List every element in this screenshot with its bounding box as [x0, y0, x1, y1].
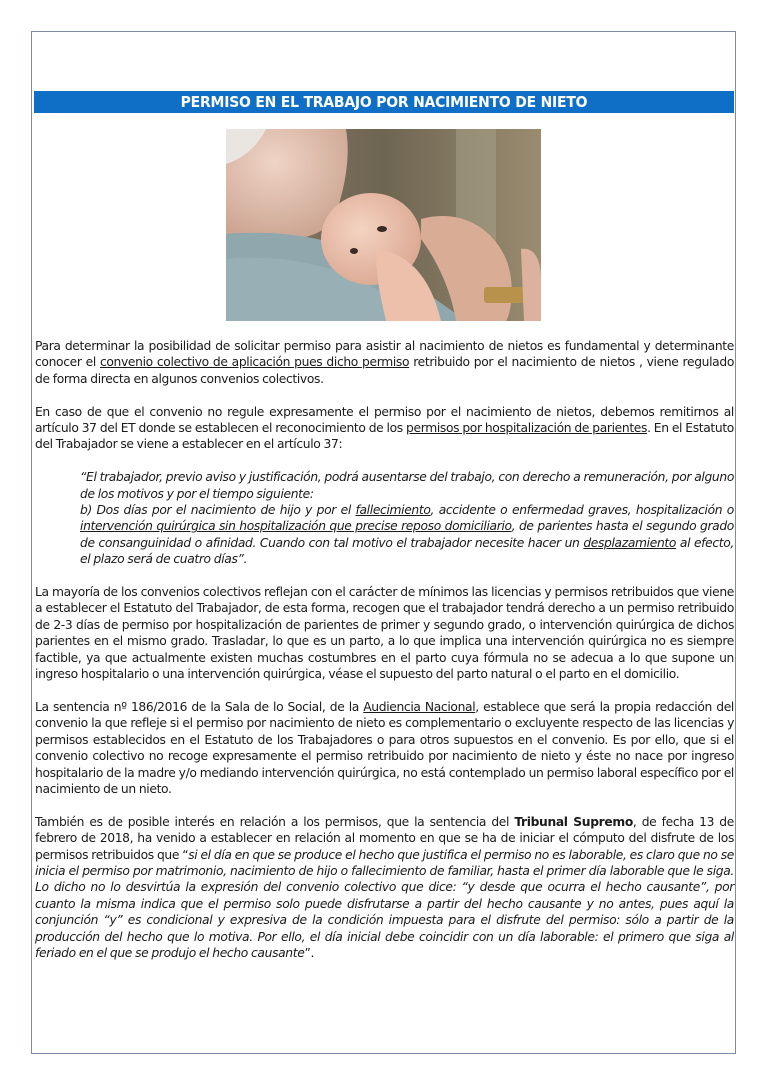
paragraph-text: , establece que será la propia redacción del convenio la que refleje si el permiso por nacimiento de nieto es complementario o excluyente respecto de las licencias y permisos establecidos en el Estatuto de los Trabajadores o para otros supuestos en el convenio. Es por ello, que si el convenio colectivo no recoge expresamente el permiso retribuido por nacimiento de nieto y éste no nace por ingreso hospitalario de la madre y/o mediando intervención quirúrgica, no está contemplado un permiso laboral específico por el nacimiento de un nieto.: [35, 699, 735, 796]
article-body: [35, 338, 734, 978]
paragraph-text: La sentencia nº 186/2016 de la Sala de lo Social, de la: [35, 699, 364, 714]
paragraph-4: [35, 699, 734, 797]
link-convenio-colectivo[interactable]: convenio colectivo de aplicación pues dicho permiso: [99, 355, 410, 370]
paragraph-text: . En el Estatuto del Trabajador se viene a establecer en el artículo 37:: [35, 421, 734, 452]
paragraph-text: También es de posible interés en relación a los permisos, que la sentencia del: [35, 814, 515, 829]
link-permisos-hospitalizacion[interactable]: permisos por hospitalización de parientes: [406, 421, 648, 436]
quote-text: al efecto, el plazo será de cuatro días”.: [80, 535, 734, 567]
quote-text: , accidente o enfermedad graves, hospitalización o: [430, 503, 734, 518]
grandfather-baby-photo: [226, 129, 541, 321]
paragraph-text: En caso de que el convenio no regule expresamente el permiso por el nacimiento de nietos, debemos remitirnos al artículo 37 del ET donde se establecen el reconocimiento de los: [35, 404, 734, 436]
link-intervencion-quirurgica[interactable]: intervención quirúrgica sin hospitalización que precise reposo domiciliario: [80, 519, 512, 534]
quote-article-37: [80, 469, 734, 567]
tribunal-supremo-bold: Tribunal Supremo: [514, 814, 633, 829]
quote-text: “El trabajador, previo aviso y justificación, podrá ausentarse del trabajo, con derecho a remuneración, por alguno de los motivos y por el tiempo siguiente:: [80, 470, 734, 501]
paragraph-1: [35, 338, 734, 387]
page-title: PERMISO EN EL TRABAJO POR NACIMIENTO DE NIETO: [34, 91, 734, 113]
paragraph-text: Para determinar la posibilidad de solicitar permiso para asistir al nacimiento de nietos es fundamental y determinante conocer el: [35, 339, 734, 370]
paragraph-text: ”.: [304, 945, 315, 960]
paragraph-2: [35, 404, 734, 453]
paragraph-3: La mayoría de los convenios colectivos reflejan con el carácter de mínimos las licencias y permisos retribuidos que viene a establecer el Estatuto del Trabajador, de esta forma, recogen que el trabajador tendrá derecho a un permiso retribuido de 2-3 días de permiso por hospitalización de parientes de primer y segundo grado, o intervención quirúrgica de dichos parientes en el mismo grado. Trasladar, lo que es un parto, a lo que implica una intervención quirúrgica no es siempre factible, ya que actualmente existen muchas costumbres en el parto cuya fórmula no se adecua a lo que supone un ingreso hospitalario o una intervención quirúrgica, véase el supuesto del parto natural o el parto en el domicilio.: [35, 585, 734, 682]
link-fallecimiento[interactable]: fallecimiento: [355, 503, 431, 518]
quote-text: b) Dos días por el nacimiento de hijo y por el: [80, 503, 356, 518]
link-audiencia-nacional[interactable]: Audiencia Nacional: [363, 699, 476, 714]
paragraph-5: [35, 814, 734, 962]
quote-sentencia: si el día en que se produce el hecho que justifica el permiso no es laborable, es claro que no se inicia el permiso por matrimonio, nacimiento de hijo o fallecimiento de familiar, hasta el primer día laborable que le siga. Lo dicho no lo desvirtúa la expresión del convenio colectivo que dice: “y desde que ocurra el hecho causante”, por cuanto la misma indica que el permiso solo puede disfrutarse a partir del hecho causante y no antes, pues aquí la conjunción “y” es condicional y expresiva de la condición impuesta para el disfrute del permiso: sólo a partir de la producción del hecho que lo motiva. Por ello, el día inicial debe coincidir con un día laborable: el primero que siga al feriado en el que se produjo el hecho causante: [35, 847, 734, 960]
paragraph-text: , de fecha 13 de febrero de 2018, ha venido a establecer en relación al momento en que se ha de iniciar el cómputo del disfrute de los permisos retribuidos que “: [35, 814, 734, 862]
quote-text: , de parientes hasta el segundo grado de consanguinidad o afinidad. Cuando con tal motivo el trabajador necesite hacer un: [80, 519, 734, 550]
link-desplazamiento[interactable]: desplazamiento: [583, 535, 677, 550]
photo-illustration: [226, 129, 541, 321]
paragraph-text: retribuido por el nacimiento de nietos , viene regulado de forma directa en algunos convenios colectivos.: [35, 355, 734, 386]
